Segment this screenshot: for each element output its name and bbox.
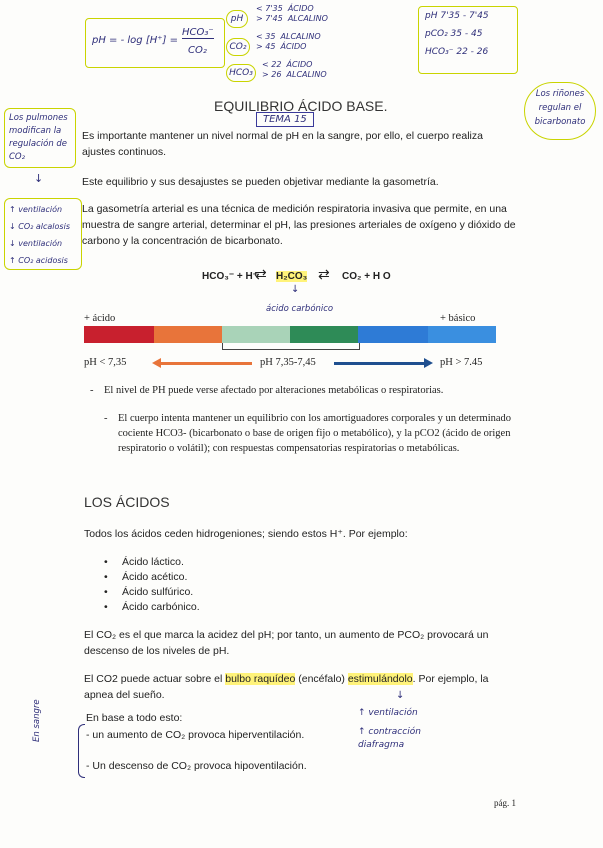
paragraph-3: La gasometría arterial es una técnica de medición respiratoria invasiva que permite, en una muestra de sangre arterial, determinar el pH, las presiones arteriales de oxígeno y dióxido de carbono y la concentración de bicarbonato. [82,203,516,247]
serif-item-1: - El nivel de PH puede verse afectado por alteraciones metabólicas o respiratorias. [90,385,444,396]
acids-heading: LOS ÁCIDOS [84,494,170,510]
resume-label: En base a todo esto: [86,712,183,724]
formula-denominator: CO₂ [188,45,207,56]
ph-badge: pH [226,10,248,28]
page-title: EQUILIBRIO ÁCIDO BASE. [214,98,388,114]
co2-rows: < 35 ALCALINO > 45 ÁCIDO [256,32,321,51]
paragraph-2: Este equilibrio y sus desajustes se pueden objetivar mediante la gasometría. [82,176,439,188]
left-arrow-icon [160,362,252,365]
acid-label: + ácido [84,313,116,324]
resume-item-1: - un aumento de CO₂ provoca hiperventilación. [86,729,305,741]
note-ventilacion: ↑ ventilación ↓ CO₂ alcalosis ↓ ventilación ↑ CO₂ acidosis [4,198,82,270]
normal-range-bracket [222,343,360,350]
base-label: + básico [440,313,476,324]
equation-right: CO₂ + H O [342,271,391,282]
acids-intro: Todos los ácidos ceden hidrogeniones; siendo estos H⁺. Por ejemplo: [84,528,408,540]
reference-values-box: pH 7'35 - 7'45 pCO₂ 35 - 45 HCO₃⁻ 22 - 26 [418,6,518,74]
down-arrow-icon-2: ↓ [396,690,405,701]
ph-formula-box [85,18,225,68]
scale-segment-2 [154,326,222,343]
formula-numerator: HCO₃⁻ [182,27,214,38]
note-rinones: Los riñones regulan el bicarbonato [524,82,596,140]
equation-note: ácido carbónico [266,304,334,314]
ph-rows: < 7'35 ÁCIDO > 7'45 ALCALINO [256,4,328,23]
resume-brace [78,724,85,778]
hco3-rows: < 22 ÁCIDO > 26 ALCALINO [262,60,327,79]
annotation-diafragma: ↑ contracción diafragma [358,727,421,750]
annotation-ventilacion: ↑ ventilación [358,708,418,718]
equilibrium-arrow-icon-2: ⇄ [318,266,330,282]
equation-left: HCO₃⁻ + H⁺ [202,271,259,282]
ph-high-label: pH > 7.45 [440,357,483,368]
scale-segment-5 [358,326,428,343]
list-item: • Ácido láctico. [86,555,386,570]
scale-segment-4 [290,326,358,343]
right-arrow-icon [334,362,426,365]
scale-segment-3 [222,326,290,343]
resume-item-2: - Un descenso de CO₂ provoca hipoventilación. [86,760,307,772]
list-item: • Ácido acético. [86,570,386,585]
equation-middle: H₂CO₃ [276,271,308,282]
down-arrow-icon: ↓ [291,284,300,295]
list-item: • Ácido carbónico. [86,600,386,615]
list-item: • Ácido sulfúrico. [86,585,386,600]
co2-paragraph: El CO₂ es el que marca la acidez del pH; por tanto, un aumento de PCO₂ provocará un descenso de los niveles de pH. [84,629,489,657]
en-sangre-note: En sangre [32,699,42,742]
formula-lhs: pH = - log [H⁺] = [92,35,178,46]
arrow-down-icon: ↓ [34,172,44,185]
hco3-badge: HCO₃ [226,64,256,82]
serif-item-2: - El cuerpo intenta mantener un equilibrio con los amortiguadores corporales y un determinado cociente HCO3- (bicarbonato o base de origen fijo o metabólico), y la pCO2 (ácido de origen respiratorio o volátil); con respuestas compensatorias respiratorias o metabólicas. [104,413,512,454]
acids-list [86,555,386,615]
page-number: pág. 1 [494,798,516,808]
ph-normal-label: pH 7,35-7,45 [260,357,316,368]
co2-badge: CO₂ [226,38,250,56]
paragraph-1: Es importante mantener un nivel normal de pH en la sangre, por ello, el cuerpo realiza ajustes continuos. [82,130,483,158]
note-pulmones: Los pulmones modifican la regulación de CO₂ [4,108,76,168]
right-arrow-head-icon [424,358,433,368]
equilibrium-arrow-icon: ⇄ [255,266,267,282]
bulbo-paragraph: El CO2 puede actuar sobre el bulbo raquídeo (encéfalo) estimulándolo. Por ejemplo, la apnea del sueño. [84,673,489,701]
left-arrow-head-icon [152,358,161,368]
tema-label: TEMA 15 [256,112,314,127]
ph-low-label: pH < 7,35 [84,357,127,368]
scale-segment-6 [428,326,496,343]
scale-segment-1 [84,326,154,343]
